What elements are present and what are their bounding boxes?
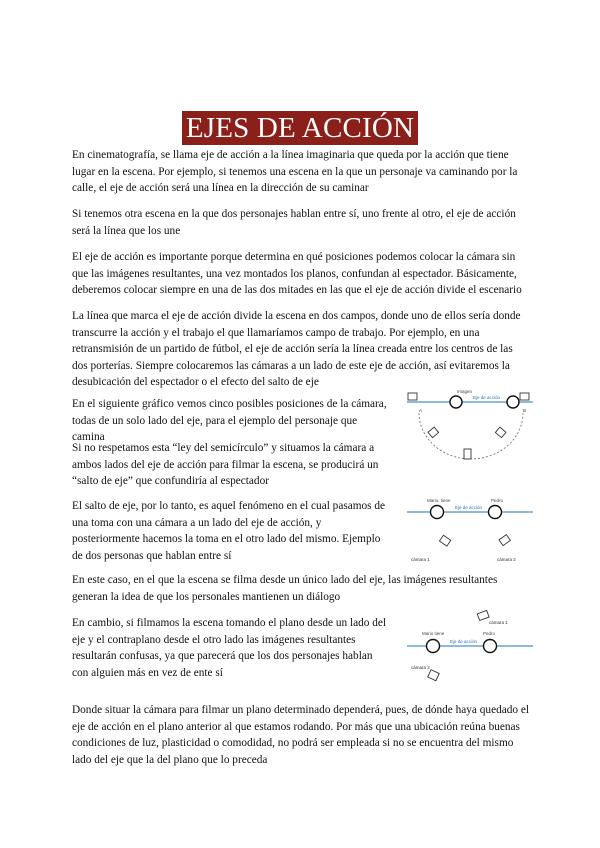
camera-icon xyxy=(428,427,439,438)
person-right-icon xyxy=(489,506,502,519)
figure3-person-left: Mario tiene xyxy=(422,631,445,636)
paragraph-6: Si no respetamos esta “ley del semicírculo” y situamos la cámara a ambos lados del eje de acción para filmar la escena, se producirá un “salto de eje” que confundiría al espectador xyxy=(72,442,379,487)
camera-1-icon xyxy=(439,535,450,546)
figure2-person-right: Pedro xyxy=(491,498,504,503)
camera-2-icon xyxy=(499,535,510,546)
figure3-camera-bottom-label: cámara 2 xyxy=(411,665,430,670)
paragraph-1: En cinematografía, se llama eje de acción a la línea imaginaria que queda por la acción que tiene lugar en la escena. Por ejemplo, si tenemos una escena en la que un personaje va caminando por la calle, el eje de acción será una línea en la dirección de su caminar xyxy=(72,149,518,194)
figure2-person-left: Mario, tiene xyxy=(427,498,451,503)
person-right-icon xyxy=(484,640,497,653)
camera-icon xyxy=(408,393,417,400)
figure-walking-left-label: A xyxy=(419,408,423,413)
paragraph-3: El eje de acción es importante porque determina en qué posiciones podemos colocar la cámara sin que las imágenes resultantes, una vez montados los planos, confundan al espectador. Básicamente, deberemos colocar siempre en una de las dos mitades en las que el eje de acción divide el escenario xyxy=(72,251,522,296)
figure-walking-axis-label: Eje de acción xyxy=(473,395,501,400)
paragraph-4: La línea que marca el eje de acción divide la escena en dos campos, donde uno de ellos sería donde transcurre la acción y el trabajo el que llamaríamos campo de trabajo. Por ejemplo, en una retransmisión de un partido de fútbol, el eje de acción sería la línea creada entre los centros de las dos porterías. Siempre colocaremos las cámaras a un lado de este eje de acción, así evitaremos la desubicación del espectador o el efecto del salto de eje xyxy=(72,310,521,388)
figure-dialogue-opposite xyxy=(405,608,535,688)
figure2-axis-label: Eje de acción xyxy=(455,505,483,510)
figure2-camera-1-label: cámara 1 xyxy=(411,557,430,562)
figure-dialogue-same-side xyxy=(405,495,535,570)
figure3-camera-top-label: cámara 1 xyxy=(489,620,508,625)
page-title: EJES DE ACCIÓN xyxy=(182,111,418,145)
paragraph-10: Donde situar la cámara para filmar un plano determinado dependerá, pues, de dónde haya quedado el eje de acción en el plano anterior al que estamos rodando. Por más que una ubicación reúna buenas condiciones de luz, plasticidad o comodidad, no podrá ser empleada si no se encuentra del mismo lado del eje que la del plano que lo preceda xyxy=(72,704,530,766)
paragraph-8: En este caso, en el que la escena se filma desde un único lado del eje, las imágenes resultantes generan la idea de que los personales mantienen un diálogo xyxy=(72,574,498,603)
paragraph-7: El salto de eje, por lo tanto, es aquel fenómeno en el cual pasamos de una toma con una cámara a un lado del eje de acción, y posteriormente hacemos la toma en el otro lado del mismo. Ejemplo de dos personas que hablan entre sí xyxy=(72,500,386,562)
person-left-icon xyxy=(427,640,440,653)
camera-1-icon xyxy=(477,610,489,620)
paragraph-2: Si tenemos otra escena en la que dos personajes hablan entre sí, uno frente al otro, el eje de acción será la línea que los une xyxy=(72,208,516,237)
camera-icon xyxy=(495,427,506,438)
camera-2-icon xyxy=(428,670,440,681)
camera-icon xyxy=(464,449,471,459)
figure2-camera-2-label: cámara 2 xyxy=(497,557,516,562)
figure-walking-right-label: B xyxy=(523,408,527,413)
paragraph-9: En cambio, si filmamos la escena tomando el plano desde un lado del eje y el contraplano desde el otro lado las imágenes resultantes resultarán confusas, ya que parecerá que los dos personajes hablan con alguien más en vez de ente sí xyxy=(72,617,387,679)
person-left-icon xyxy=(431,506,444,519)
character-b-icon xyxy=(507,396,519,408)
camera-icon xyxy=(520,393,529,400)
character-a-icon xyxy=(450,396,462,408)
figure3-person-right: Pedro xyxy=(483,631,496,636)
figure-walking-top-label: Imagen xyxy=(457,389,473,394)
figure-walking-semicircle xyxy=(405,385,535,475)
title-container xyxy=(0,111,600,145)
paragraph-5: En el siguiente gráfico vemos cinco posibles posiciones de la cámara, todas de un solo lado del eje, para el ejemplo del personaje que camina xyxy=(72,398,387,443)
figure3-axis-label: Eje de acción xyxy=(450,639,478,644)
